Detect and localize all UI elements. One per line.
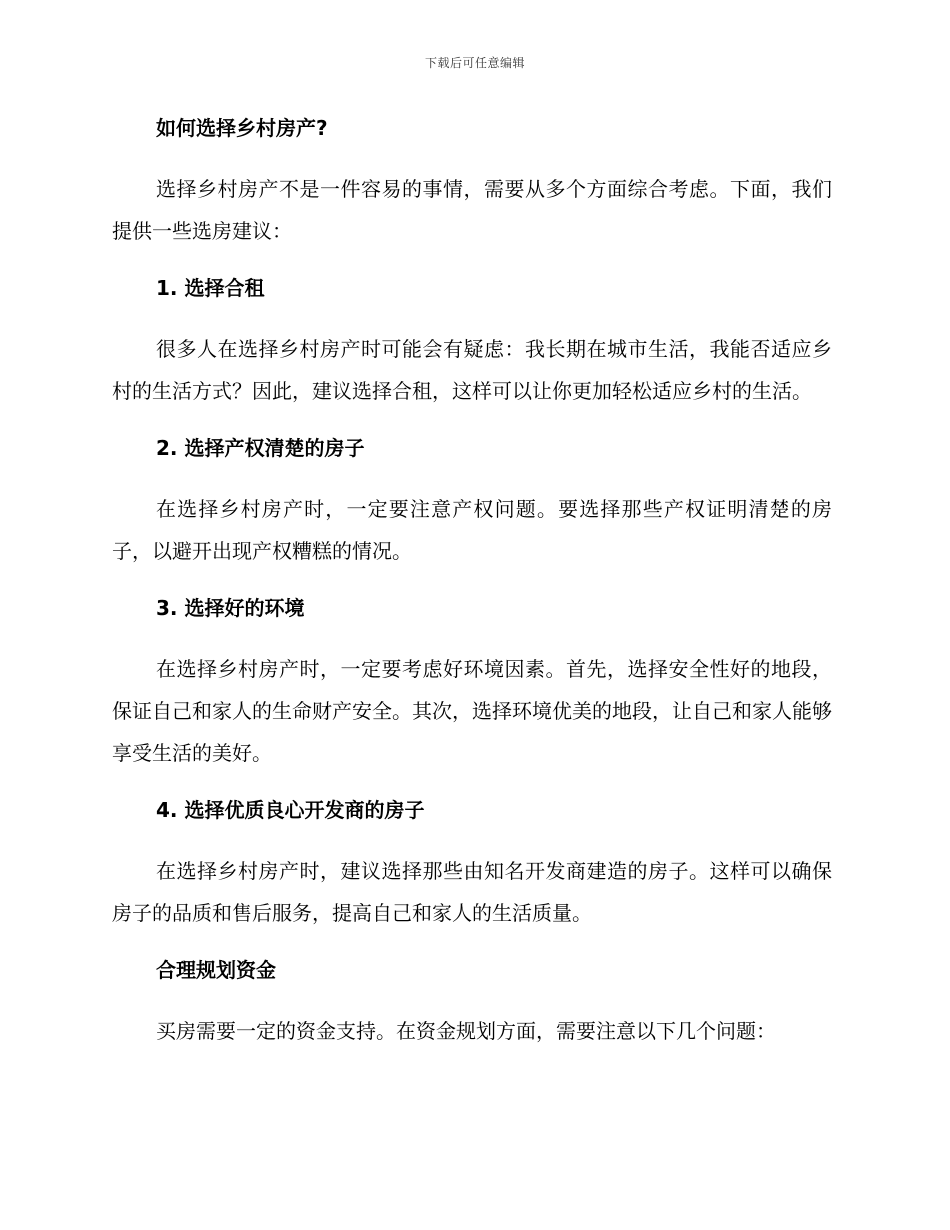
section-2-body: 在选择乡村房产时，一定要注意产权问题。要选择那些产权证明清楚的房子，以避开出现产权糟糕的情况。 [112,497,832,563]
section-3-title: 3. 选择好的环境 [156,596,305,620]
intro-paragraph: 选择乡村房产不是一件容易的事情，需要从多个方面综合考虑。下面，我们提供一些选房建议： [112,177,832,243]
section-3-body: 在选择乡村房产时，一定要考虑好环境因素。首先，选择安全性好的地段，保证自己和家人的生命财产安全。其次，选择环境优美的地段，让自己和家人能够享受生活的美好。 [112,657,832,765]
funds-heading: 合理规划资金 [156,958,276,982]
funds-intro-paragraph: 买房需要一定的资金支持。在资金规划方面，需要注意以下几个问题： [156,1019,776,1043]
section-1-body: 很多人在选择乡村房产时可能会有疑虑：我长期在城市生活，我能否适应乡村的生活方式？因此，建议选择合租，这样可以让你更加轻松适应乡村的生活。 [112,337,832,403]
section-1-title: 1. 选择合租 [156,276,265,300]
section-2-title: 2. 选择产权清楚的房子 [156,436,365,460]
section-4-title: 4. 选择优质良心开发商的房子 [156,798,425,822]
section-4-body: 在选择乡村房产时，建议选择那些由知名开发商建造的房子。这样可以确保房子的品质和售后服务，提高自己和家人的生活质量。 [112,859,832,925]
page-header-note: 下载后可任意编辑 [424,56,525,70]
main-heading: 如何选择乡村房产? [156,116,328,140]
document-body [112,110,832,1052]
